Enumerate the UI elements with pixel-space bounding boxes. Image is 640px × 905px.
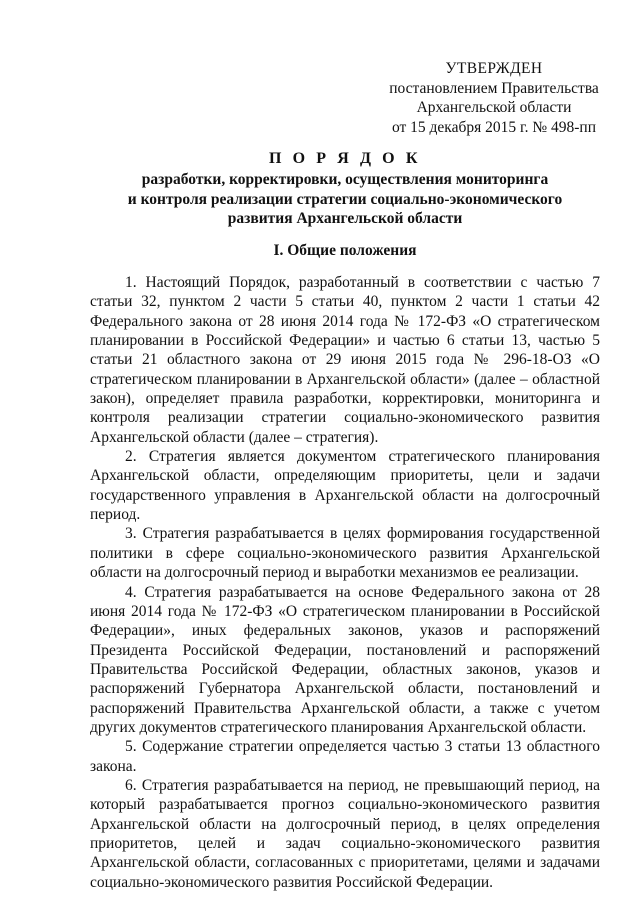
paragraph-1: 1. Настоящий Порядок, разработанный в соответствии с частью 7 статьи 32, пунктом 2 части 5 статьи 40, пунктом 2 части 1 статьи 42 Федерального закона от 28 июня 2014 года № 172-ФЗ «О стратегическом планировании в Российской Федерации» и частью 6 статьи 13, частью 5 статьи 21 областного закона от 29 июня 2015 года № 296-18-ОЗ «О стратегическом планировании в Архангельской области» (далее – областной закон), определяет правила разработки, корректировки, мониторинга и контроля реализации стратегии социально-экономического развития Архангельской области (далее – стратегия). <box>90 274 600 446</box>
paragraph-4: 4. Стратегия разрабатывается на основе Федерального закона от 28 июня 2014 года № 172-ФЗ «О стратегическом планировании в Российской Федерации», иных федеральных законов, указов и распоряжений Президента Российской Федерации, постановлений и распоряжений Правительства Российской Федерации, областных законов, указов и распоряжений Губернатора Архангельской области, постановлений и распоряжений Правительства Архангельской области, а также с учетом других документов стратегического планирования Архангельской области. <box>90 583 600 736</box>
approval-stamp: УТВЕРЖДЕН <box>445 60 543 77</box>
approval-block <box>388 59 600 137</box>
paragraph-2: 2. Стратегия является документом стратегического планирования Архангельской области, определяющим приоритеты, цели и задачи государственного управления в Архангельской области на долгосрочный период. <box>90 448 600 524</box>
document-body <box>90 273 600 892</box>
paragraph-5: 5. Содержание стратегии определяется частью 3 статьи 13 областного закона. <box>90 738 600 775</box>
paragraph-3: 3. Стратегия разрабатывается в целях формирования государственной политики в сфере социально-экономического развития Архангельской области на долгосрочный период и выработки механизмов ее реализации. <box>90 525 600 582</box>
document-subtitle-line-2: и контроля реализации стратегии социально-экономического <box>127 190 563 208</box>
approval-line-3: от 15 декабря 2015 г. № 498-пп <box>391 118 597 136</box>
document-title: П О Р Я Д О К <box>268 150 422 167</box>
document-subtitle-line-1: разработки, корректировки, осуществления мониторинга <box>141 171 549 188</box>
paragraph-6: 6. Стратегия разрабатывается на период, не превышающий период, на который разрабатывается прогноз социально-экономического развития Архангельской области на долгосрочный период, в целях определения приоритетов, целей и задач социально-экономического развития Архангельской области, согласованных с приоритетами, целями и задачами социально-экономического развития Российской Федерации. <box>90 776 600 891</box>
section-heading: I. Общие положения <box>273 242 417 259</box>
approval-line-1: постановлением Правительства <box>389 79 599 97</box>
approval-line-2: Архангельской области <box>416 99 572 116</box>
document-title-block <box>90 148 600 229</box>
document-subtitle-line-3: развития Архангельской области <box>227 210 463 227</box>
